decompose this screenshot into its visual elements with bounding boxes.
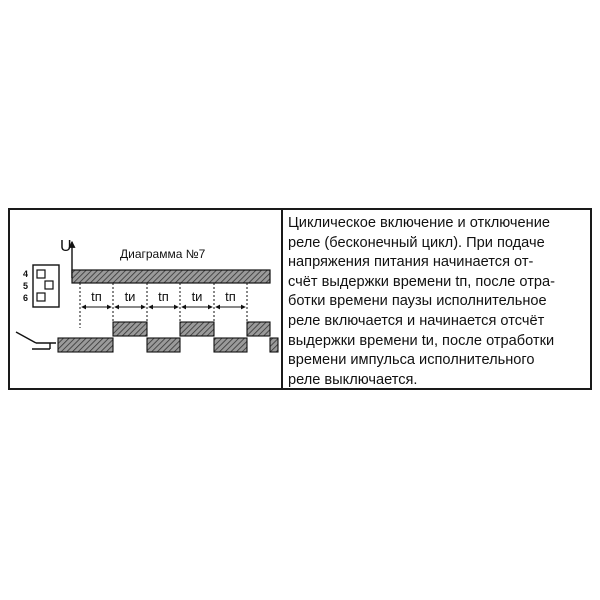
relay-off-segment: [214, 338, 247, 352]
relay-on-pulse: [180, 322, 214, 336]
terminal-label-6: 6: [23, 293, 29, 303]
description-line: ботки времени паузы исполнительное: [288, 293, 547, 310]
voltage-axis-label: U: [60, 238, 72, 255]
relay-output-pulses: [58, 322, 278, 352]
terminal-label-4: 4: [23, 269, 29, 279]
diagram-panel: [8, 208, 592, 390]
relay-off-segment: [270, 338, 278, 352]
terminal-label-5: 5: [23, 281, 29, 291]
description-text: [288, 214, 588, 390]
description-line: Циклическое включение и отключение: [288, 215, 550, 231]
terminal-block: [33, 265, 59, 307]
description-line: реле выключается.: [288, 371, 418, 388]
pause-interval-label: tп: [225, 289, 236, 304]
supply-voltage-bar: [72, 270, 270, 283]
pulse-interval-label: tи: [124, 289, 136, 304]
diagram-title: Диаграмма №7: [120, 247, 206, 261]
relay-off-segment: [58, 338, 113, 352]
description-line: времени импульса исполнительного: [288, 352, 535, 369]
description-line: реле (бесконечный цикл). При подаче: [288, 234, 545, 251]
pulse-interval-label: tи: [191, 289, 203, 304]
relay-contact-icon: [16, 332, 56, 349]
description-line: напряжения питания начинается от-: [288, 254, 534, 271]
relay-off-segment: [147, 338, 180, 352]
description-line: счёт выдержки времени tп, после отра-: [288, 273, 555, 290]
relay-on-pulse: [113, 322, 147, 336]
description-line: выдержки времени tи, после отработки: [288, 332, 555, 349]
pause-interval-label: tп: [91, 289, 102, 304]
pause-interval-label: tп: [158, 289, 169, 304]
relay-on-pulse: [247, 322, 270, 336]
interval-markers: [80, 283, 247, 328]
timing-diagram: [10, 210, 280, 388]
description-line: реле включается и начинается отсчёт: [288, 312, 545, 329]
panel-divider: [281, 210, 283, 388]
